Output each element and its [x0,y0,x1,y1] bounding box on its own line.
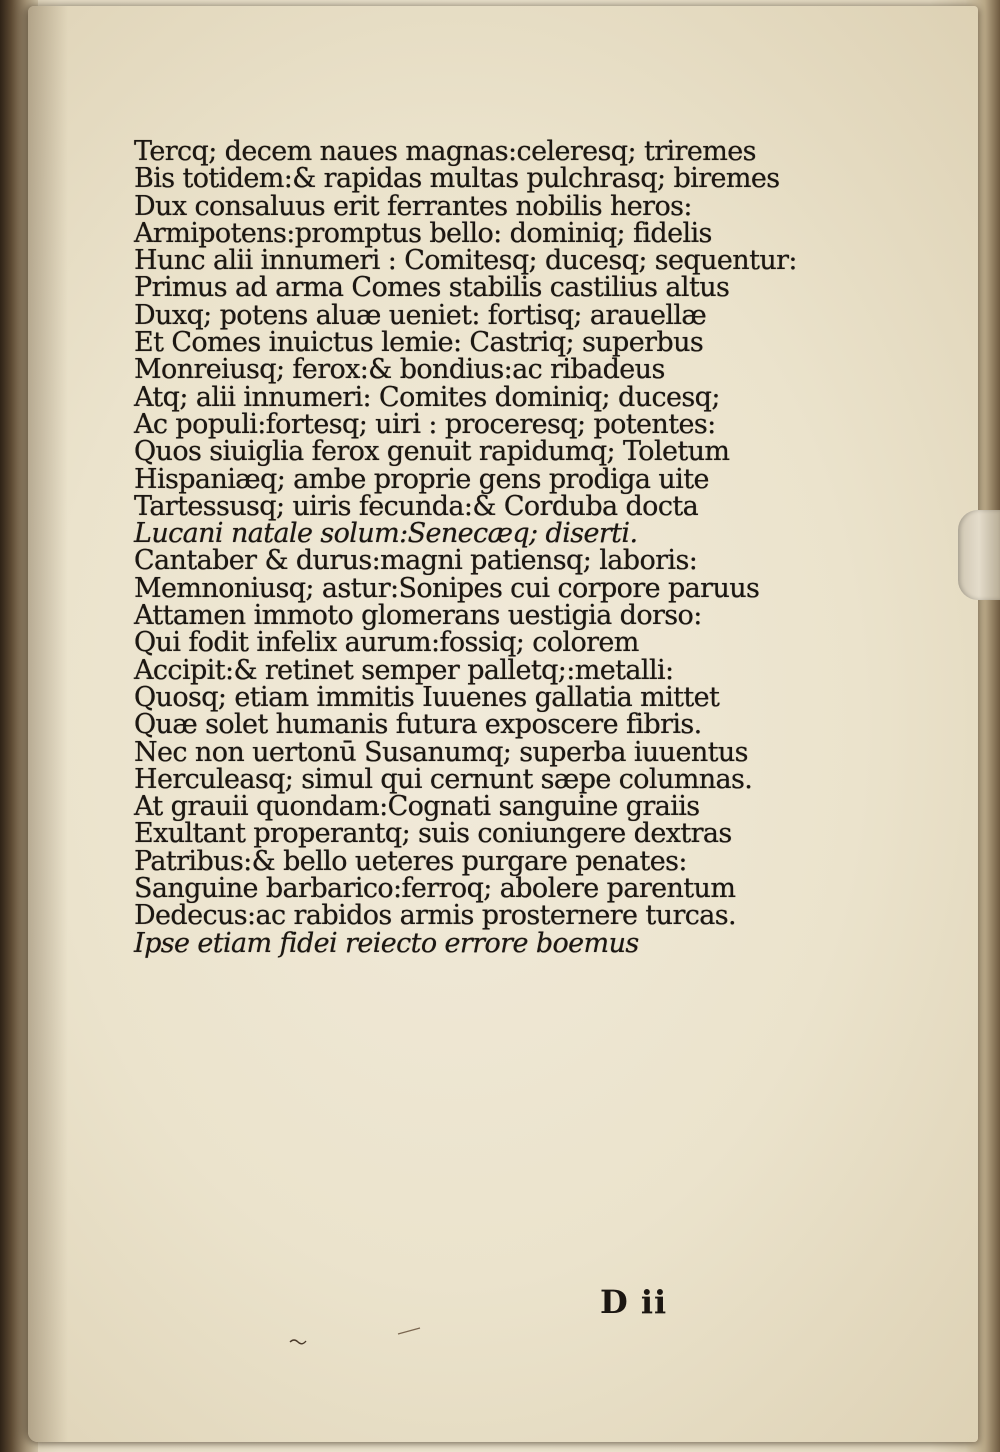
verse-line: Memnoniusq; astur:Sonipes cui corpore paruus [134,572,760,604]
verse-line: Dux consaluus erit ferrantes nobilis heros: [134,190,692,222]
verse-line: Et Comes inuictus lemie: Castriq; superbus [134,327,704,359]
verse-block [134,138,814,957]
verse-line: Ipse etiam fidei reiecto errore boemus [134,927,639,959]
verse-line: Ac populi:fortesq; uiri : proceresq; potentes: [134,408,716,440]
verse-line: Nec non uertonū Susanumq; superba iuuentus [134,736,748,768]
signature-mark: D ii [600,1283,668,1321]
verse-line: Quæ solet humanis futura exposcere fibris. [134,709,702,741]
verse-line: Quos siuiglia ferox genuit rapidumq; Toletum [134,436,730,468]
verse-line: Atq; alii innumeri: Comites dominiq; ducesq; [134,381,720,413]
verse-line: Herculeasq; simul qui cernunt sæpe columnas. [134,763,753,795]
verse-line: Qui fodit infelix aurum:fossiq; colorem [134,627,639,659]
verse-line: At grauii quondam:Cognati sanguine graiis [134,791,700,823]
verse-line: Hispaniæq; ambe proprie gens prodiga uite [134,463,709,495]
gutter-shadow [28,6,68,1442]
verse-line: Exultant properantq; suis coniungere dextras [134,818,732,850]
verse-line: Armipotens:promptus bello: dominiq; fidelis [134,217,712,249]
verse-line: Monreiusq; ferox:& bondius:ac ribadeus [134,354,665,386]
verse-line: Hunc alii innumeri : Comitesq; ducesq; sequentur: [134,245,797,277]
verse-line: Cantaber & durus:magni patiensq; laboris: [134,545,698,577]
verse-line: Tercq; decem naues magnas:celeresq; triremes [134,136,756,167]
page-clip [958,510,1000,600]
verse-line: Tartessusq; uiris fecunda:& Corduba docta [134,490,699,522]
verse-line: Quosq; etiam immitis Iuuenes gallatia mittet [134,681,720,713]
verse-line: Dedecus:ac rabidos armis prosternere turcas. [134,900,737,932]
verse-line: Patribus:& bello ueteres purgare penates: [134,845,687,877]
verse-line: Lucani natale solum:Senecæq; diserti. [134,518,638,550]
verse-line: Accipit:& retinet semper palletq;:metalli: [134,654,674,686]
verse-line: Bis totidem:& rapidas multas pulchrasq; biremes [134,163,780,195]
ink-stroke-mark [396,1326,426,1336]
verse-line: Attamen immoto glomerans uestigia dorso: [134,600,702,632]
ink-speck-mark [288,1336,318,1346]
verse-line: Sanguine barbarico:ferroq; abolere parentum [134,873,736,905]
verse-line: Primus ad arma Comes stabilis castilius altus [134,272,730,304]
verse-line: Duxq; potens aluæ ueniet: fortisq; arauellæ [134,299,707,331]
